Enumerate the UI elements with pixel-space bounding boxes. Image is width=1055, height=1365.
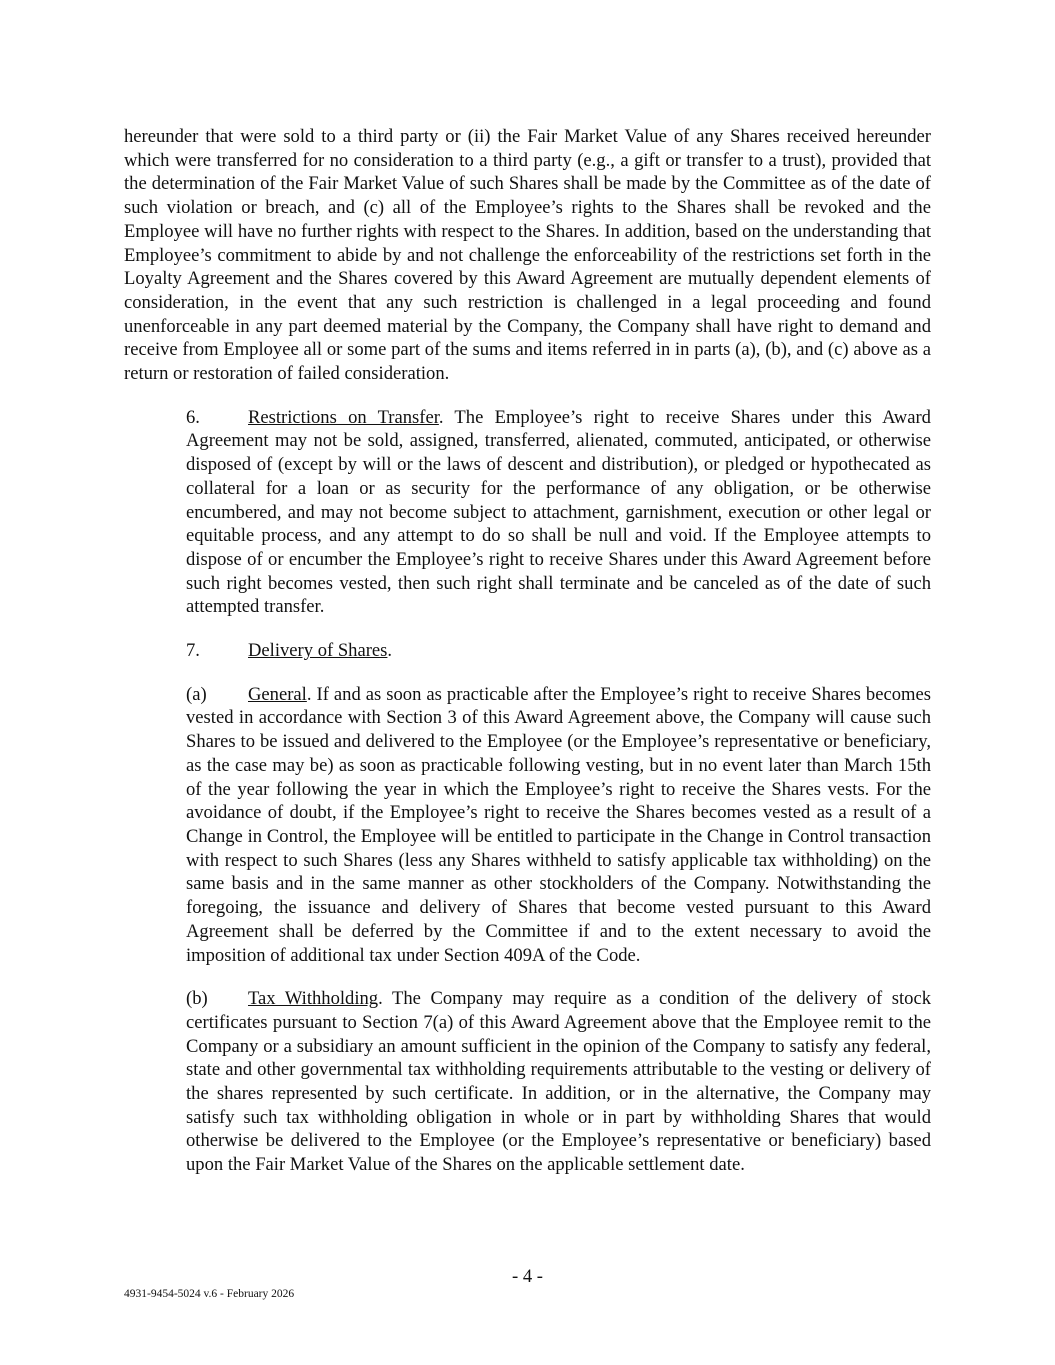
page-number: - 4 - bbox=[512, 1266, 543, 1287]
section-7b-number: (b) bbox=[186, 988, 208, 1010]
section-7a-paragraph bbox=[124, 683, 931, 967]
document-id: 4931-9454-5024 v.6 - February 2026 bbox=[124, 1288, 295, 1300]
section-7a-text: . If and as soon as practicable after the Employee’s right to receive Shares becomes vested in accordance with Section 3 of this Award Agreement above, the Company will cause such Shares to be issued and delivered to the Employee (or the Employee’s representative or beneficiary, as the case may be) as soon as practicable following vesting, but in no event later than March 15th of the year following the year in which the Employee’s right to receive the Shares vests. For the avoidance of doubt, if the Employee’s right to receive the Shares becomes vested as a result of a Change in Control, the Employee will be entitled to participate in the Change in Control transaction with respect to such Shares (less any Shares withheld to satisfy applicable tax withholding) on the same basis and in the same manner as other stockholders of the Company. Notwithstanding the foregoing, the issuance and delivery of Shares that become vested pursuant to this Award Agreement shall be deferred by the Committee if and to the extent necessary to avoid the imposition of additional tax under Section 409A of the Code. bbox=[186, 683, 931, 966]
section-7b-paragraph bbox=[124, 987, 931, 1177]
section-6-text: . The Employee’s right to receive Shares under this Award Agreement may not be sold, assigned, transferred, alienated, commuted, anticipated, or otherwise disposed of (except by will or the laws of descent and distribution), or pledged or hypothecated as collateral for a loan or as security for the performance of any obligation, or be otherwise encumbered, and may not become subject to attachment, garnishment, execution or other legal or equitable process, and any attempt to do so shall be null and void. If the Employee attempts to dispose of or encumber the Employee’s right to receive Shares under this Award Agreement before such right becomes vested, then such right shall terminate and be canceled as of the date of such attempted transfer. bbox=[186, 406, 931, 618]
section-6-number: 6. bbox=[186, 406, 200, 428]
section-7b-text: . The Company may require as a condition of the delivery of stock certificates pursuant to Section 7(a) of this Award Agreement above that the Employee remit to the Company or a subsidiary an amount sufficient in the opinion of the Company to satisfy any federal, state and other governmental tax withholding requirements attributable to the vesting or delivery of the shares represented by such certificate. In addition, or in the alternative, the Company may satisfy such tax withholding obligation in whole or in part by withholding Shares that would otherwise be delivered to the Employee (or the Employee’s representative or beneficiary) based upon the Fair Market Value of the Shares on the applicable settlement date. bbox=[186, 988, 932, 1176]
section-6-paragraph bbox=[124, 406, 931, 619]
section-7a-number: (a) bbox=[186, 683, 207, 705]
section-7b-heading: Tax Withholding bbox=[248, 988, 379, 1010]
section-7-heading: Delivery of Shares bbox=[248, 640, 388, 662]
document-body bbox=[124, 125, 931, 1197]
section-6-heading: Restrictions on Transfer bbox=[248, 406, 439, 428]
continuation-paragraph: hereunder that were sold to a third party or (ii) the Fair Market Value of any Shares received hereunder which were transferred for no consideration to a third party (e.g., a gift or transfer to a trust), provided that the determination of the Fair Market Value of such Shares shall be made by the Committee as of the date of such violation or breach, and (c) all of the Employee’s rights to the Shares shall be revoked and the Employee will have no further rights with respect to the Shares. In addition, based on the understanding that Employee’s commitment to abide by and not challenge the enforceability of the restrictions set forth in the Loyalty Agreement and the Shares covered by this Award Agreement are mutually dependent elements of consideration, in the event that any such restriction is challenged in a legal proceeding and found unenforceable in any part deemed material by the Company, the Company shall have right to demand and receive from Employee all or some part of the sums and items referred in in parts (a), (b), and (c) above as a return or restoration of failed consideration. bbox=[124, 126, 931, 385]
section-7-paragraph bbox=[124, 639, 931, 663]
section-7-heading-suffix: . bbox=[387, 640, 393, 662]
section-7a-heading: General bbox=[248, 683, 307, 705]
section-7-number: 7. bbox=[186, 640, 200, 662]
